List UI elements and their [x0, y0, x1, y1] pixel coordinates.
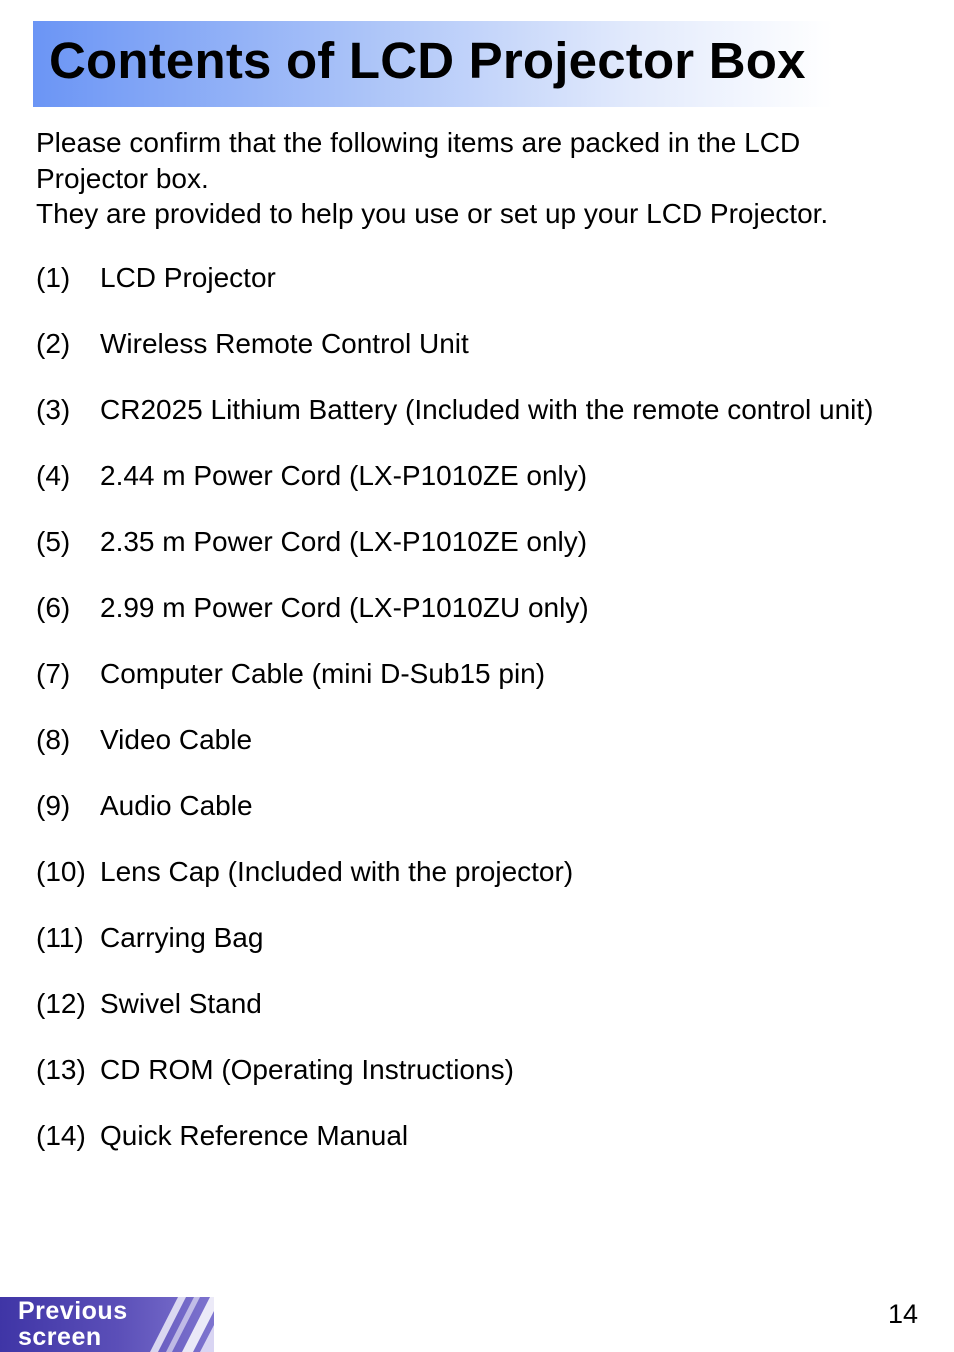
item-number: (14)	[36, 1120, 86, 1151]
title-banner	[33, 21, 833, 107]
item-number: (12)	[36, 988, 86, 1019]
item-text: 2.44 m Power Cord (LX-P1010ZE only)	[100, 460, 588, 491]
item-number: (5)	[36, 526, 71, 557]
item-number: (7)	[36, 658, 71, 689]
item-text: Lens Cap (Included with the projector)	[100, 856, 574, 887]
item-number: (11)	[36, 922, 84, 953]
item-number: (9)	[36, 790, 71, 821]
item-text: Quick Reference Manual	[100, 1120, 409, 1151]
item-text: Computer Cable (mini D-Sub15 pin)	[100, 658, 546, 689]
item-text: Video Cable	[100, 724, 253, 755]
item-number: (1)	[36, 262, 71, 293]
previous-label-line-1: Previous	[18, 1297, 128, 1325]
item-number: (3)	[36, 394, 71, 425]
intro-paragraph-2: They are provided to help you use or set up your LCD Projector.	[36, 198, 829, 229]
item-number: (10)	[36, 856, 86, 887]
intro-text	[36, 125, 916, 232]
item-number: (8)	[36, 724, 71, 755]
item-text: 2.35 m Power Cord (LX-P1010ZE only)	[100, 526, 588, 557]
previous-screen-button[interactable]	[0, 1297, 214, 1352]
item-text: CR2025 Lithium Battery (Included with the remote control unit)	[100, 394, 874, 425]
item-number: (6)	[36, 592, 71, 623]
item-text: CD ROM (Operating Instructions)	[100, 1054, 514, 1085]
previous-label-line-2: screen	[18, 1323, 102, 1351]
item-number: (2)	[36, 328, 71, 359]
item-number: (13)	[36, 1054, 86, 1085]
previous-screen-label	[18, 1298, 128, 1350]
item-number: (4)	[36, 460, 71, 491]
item-text: Wireless Remote Control Unit	[100, 328, 469, 359]
item-text: 2.99 m Power Cord (LX-P1010ZU only)	[100, 592, 589, 623]
item-text: LCD Projector	[100, 262, 276, 293]
page-number: 14	[888, 1299, 919, 1329]
item-text: Carrying Bag	[100, 922, 264, 953]
item-text: Audio Cable	[100, 790, 253, 821]
page-title: Contents of LCD Projector Box	[49, 32, 806, 89]
intro-paragraph-1: Please confirm that the following items are packed in the LCD Projector box.	[36, 127, 801, 194]
item-text: Swivel Stand	[100, 988, 262, 1019]
